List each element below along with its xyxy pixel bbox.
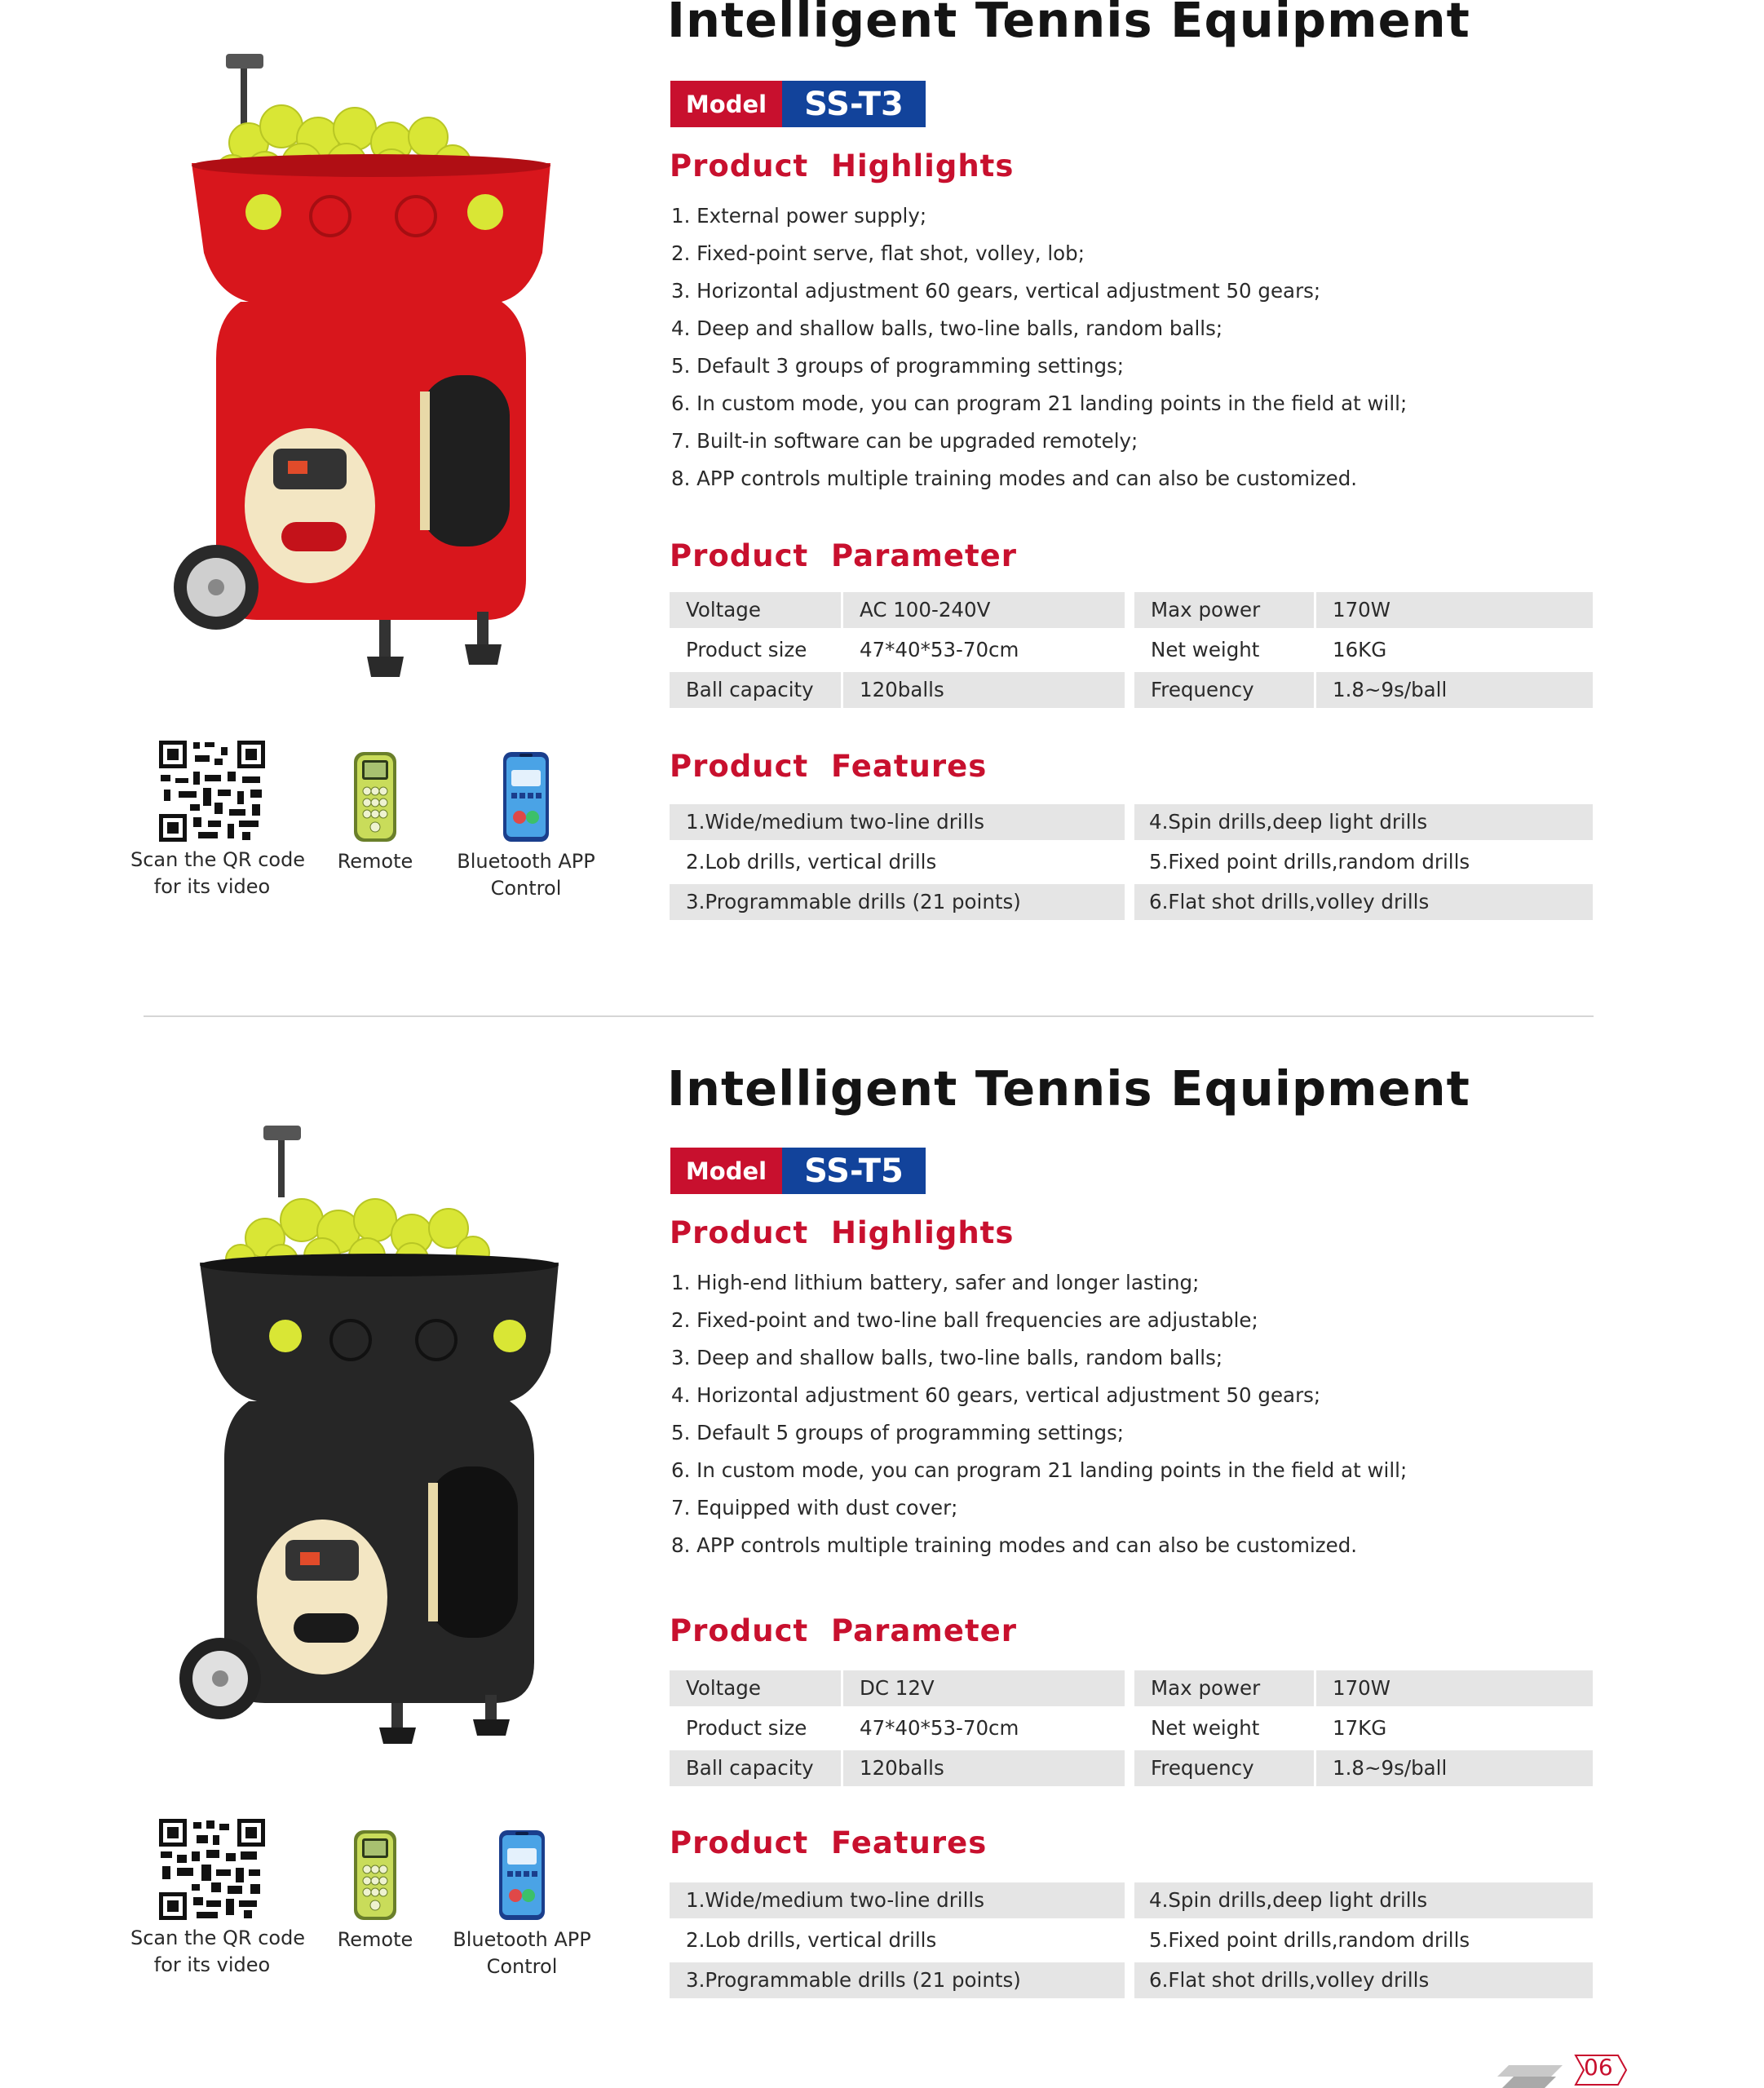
param-value: 1.8~9s/ball [1316, 1750, 1593, 1786]
model-number: SS-T5 [782, 1148, 926, 1194]
param-value: 170W [1316, 1670, 1593, 1706]
param-label: Voltage [670, 1670, 841, 1706]
qr-caption-line1: Scan the QR code [130, 848, 306, 871]
bluetooth-caption-line1: Bluetooth APP [453, 1928, 591, 1951]
param-value: 120balls [843, 672, 1125, 708]
ball-machine-black-image [159, 1116, 591, 1744]
param-value: 1.8~9s/ball [1316, 672, 1593, 708]
feature-item: 4.Spin drills,deep light drills [1134, 804, 1593, 840]
page-title: Intelligent Tennis Equipment [667, 0, 1470, 48]
ball-machine-red-image [159, 49, 591, 677]
parameter-row [670, 672, 1593, 708]
feature-item: 3.Programmable drills (21 points) [670, 1962, 1125, 1998]
remote-caption: Remote [337, 1928, 413, 1951]
highlight-item: 7. Equipped with dust cover; [671, 1496, 958, 1520]
param-label: Ball capacity [670, 672, 841, 708]
control-icons-row [130, 739, 603, 902]
parameter-row [670, 632, 1593, 668]
remote-control-icon[interactable] [352, 1829, 398, 1922]
highlight-item: 7. Built-in software can be upgraded remotely; [671, 429, 1138, 453]
model-label: Model [670, 81, 782, 127]
qr-code-block[interactable] [130, 739, 306, 900]
qr-code-icon[interactable] [157, 1817, 267, 1922]
model-number: SS-T3 [782, 81, 926, 127]
product-section [0, 0, 1764, 1020]
bluetooth-caption-line2: Control [490, 877, 562, 900]
highlight-item: 6. In custom mode, you can program 21 landing points in the field at will; [671, 1458, 1408, 1482]
param-value: AC 100-240V [843, 592, 1125, 628]
model-badge [670, 1148, 926, 1194]
param-label: Product size [686, 638, 807, 661]
parameter-row [670, 1670, 1593, 1706]
features-heading: Product Features [670, 1825, 988, 1860]
highlights-list [671, 200, 1407, 500]
feature-item: 2.Lob drills, vertical drills [686, 1928, 937, 1952]
param-value: 170W [1316, 592, 1593, 628]
param-label: Net weight [1151, 638, 1260, 661]
qr-caption-line1: Scan the QR code [130, 1927, 306, 1949]
page-number-badge [1497, 2052, 1628, 2088]
section-divider [144, 1015, 1594, 1017]
feature-row [670, 1922, 1593, 1958]
smartphone-app-icon[interactable] [497, 1829, 546, 1922]
highlight-item: 2. Fixed-point serve, flat shot, volley, lob; [671, 241, 1085, 265]
feature-item: 6.Flat shot drills,volley drills [1134, 884, 1593, 920]
highlight-item: 5. Default 3 groups of programming settings; [671, 354, 1125, 378]
remote-block[interactable] [330, 1829, 420, 1953]
remote-caption: Remote [337, 850, 413, 873]
feature-item: 6.Flat shot drills,volley drills [1134, 1962, 1593, 1998]
page-number: 06 [1584, 2054, 1613, 2081]
highlight-item: 4. Deep and shallow balls, two-line balls, random balls; [671, 316, 1223, 340]
remote-control-icon[interactable] [352, 750, 398, 843]
control-icons-row [130, 1817, 603, 1980]
feature-row [670, 1962, 1593, 1998]
param-label: Frequency [1134, 672, 1314, 708]
feature-item: 5.Fixed point drills,random drills [1149, 850, 1470, 874]
bluetooth-app-block[interactable] [449, 750, 603, 902]
param-label: Voltage [670, 592, 841, 628]
bluetooth-caption-line2: Control [486, 1955, 558, 1978]
bluetooth-caption-line1: Bluetooth APP [457, 850, 595, 873]
feature-row [670, 884, 1593, 920]
highlight-item: 3. Deep and shallow balls, two-line balls, random balls; [671, 1346, 1223, 1369]
smartphone-app-icon[interactable] [502, 750, 550, 843]
parameter-heading: Product Parameter [670, 1613, 1017, 1648]
highlights-list [671, 1267, 1407, 1567]
highlight-item: 5. Default 5 groups of programming settings; [671, 1421, 1125, 1444]
highlight-item: 8. APP controls multiple training modes and can also be customized. [671, 1533, 1358, 1557]
parameter-row [670, 1710, 1593, 1746]
bluetooth-app-block[interactable] [444, 1829, 599, 1980]
param-value: 17KG [1333, 1716, 1387, 1740]
qr-code-block[interactable] [130, 1817, 306, 1979]
param-value: 16KG [1333, 638, 1387, 661]
param-value: 47*40*53-70cm [860, 638, 1019, 661]
parameter-heading: Product Parameter [670, 538, 1017, 573]
highlight-item: 6. In custom mode, you can program 21 landing points in the field at will; [671, 392, 1408, 415]
feature-row [670, 1882, 1593, 1918]
qr-caption-line2: for its video [153, 875, 271, 898]
param-value: 120balls [843, 1750, 1125, 1786]
parameter-row [670, 1750, 1593, 1786]
model-badge [670, 81, 926, 127]
highlight-item: 2. Fixed-point and two-line ball frequencies are adjustable; [671, 1308, 1258, 1332]
qr-code-icon[interactable] [157, 739, 267, 843]
param-label: Max power [1134, 1670, 1314, 1706]
highlights-heading: Product Highlights [670, 1215, 1015, 1250]
features-heading: Product Features [670, 749, 988, 784]
qr-caption-line2: for its video [153, 1953, 271, 1976]
param-label: Product size [686, 1716, 807, 1740]
page-title: Intelligent Tennis Equipment [667, 1060, 1470, 1117]
product-section [0, 1060, 1764, 2086]
param-label: Net weight [1151, 1716, 1260, 1740]
highlights-heading: Product Highlights [670, 148, 1015, 184]
feature-row [670, 844, 1593, 880]
param-value: DC 12V [843, 1670, 1125, 1706]
feature-item: 5.Fixed point drills,random drills [1149, 1928, 1470, 1952]
feature-item: 2.Lob drills, vertical drills [686, 850, 937, 874]
param-label: Frequency [1134, 1750, 1314, 1786]
model-label: Model [670, 1148, 782, 1194]
highlight-item: 4. Horizontal adjustment 60 gears, vertical adjustment 50 gears; [671, 1383, 1321, 1407]
feature-item: 4.Spin drills,deep light drills [1134, 1882, 1593, 1918]
parameter-row [670, 592, 1593, 628]
feature-item: 3.Programmable drills (21 points) [670, 884, 1125, 920]
feature-item: 1.Wide/medium two-line drills [670, 1882, 1125, 1918]
highlight-item: 1. External power supply; [671, 204, 927, 228]
highlight-item: 1. High-end lithium battery, safer and longer lasting; [671, 1271, 1200, 1294]
param-label: Max power [1134, 592, 1314, 628]
param-label: Ball capacity [670, 1750, 841, 1786]
highlight-item: 8. APP controls multiple training modes and can also be customized. [671, 467, 1358, 490]
param-value: 47*40*53-70cm [860, 1716, 1019, 1740]
feature-item: 1.Wide/medium two-line drills [670, 804, 1125, 840]
highlight-item: 3. Horizontal adjustment 60 gears, vertical adjustment 50 gears; [671, 279, 1321, 303]
remote-block[interactable] [330, 750, 420, 875]
feature-row [670, 804, 1593, 840]
